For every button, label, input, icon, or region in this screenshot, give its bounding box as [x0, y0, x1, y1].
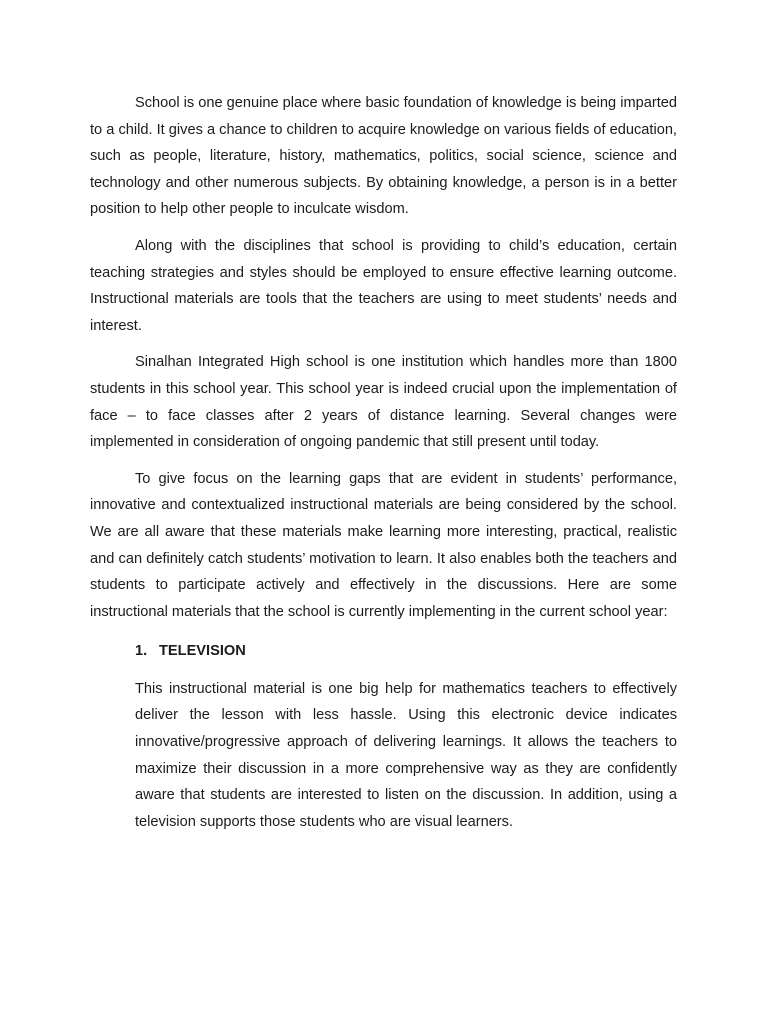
- paragraph-school-foundation: School is one genuine place where basic foundation of knowledge is being imparted to a child. It gives a chance to children to acquire knowledge on various fields of education, such as people, literature, history, mathematics, politics, social science, science and technology and other numerous subjects. By obtaining knowledge, a person is in a better position to help other people to inculcate wisdom.: [90, 95, 677, 218]
- list-item-television-text: This instructional material is one big help for mathematics teachers to effectively deliver the lesson with less hassle. Using this electronic device indicates innovative/progressive approach of delivering learnings. It allows the teachers to maximize their discussion in a more comprehensive way as they are confidently aware that students are interested to listen on the discussion. In addition, using a television supports those students who are visual learners.: [135, 680, 677, 830]
- paragraph-learning-gaps: To give focus on the learning gaps that are evident in students’ performance, innovative and contextualized instructional materials are being considered by the school. We are all aware that these materials make learning more interesting, practical, realistic and can definitely catch students’ motivation to learn. It also enables both the teachers and students to participate actively and effectively in the discussions. Here are some instructional materials that the school is currently implementing in the current school year:: [90, 470, 677, 620]
- paragraph-teaching-strategies: Along with the disciplines that school is providing to child’s education, certain teaching strategies and styles should be employed to ensure effective learning outcome. Instructional materials are tools that the teachers are using to meet students’ needs and interest.: [90, 237, 677, 334]
- list-item-heading: TELEVISION: [159, 643, 246, 660]
- paragraph-sinalhan-school: Sinalhan Integrated High school is one institution which handles more than 1800 students in this school year. This school year is indeed crucial upon the implementation of face – to face classes after 2 years of distance learning. Several changes were implemented in consideration of ongoing pandemic that still present until today.: [90, 354, 677, 451]
- document-body: [90, 90, 677, 835]
- list-item-television-heading: [135, 638, 677, 665]
- list-item-number: 1.: [135, 643, 148, 660]
